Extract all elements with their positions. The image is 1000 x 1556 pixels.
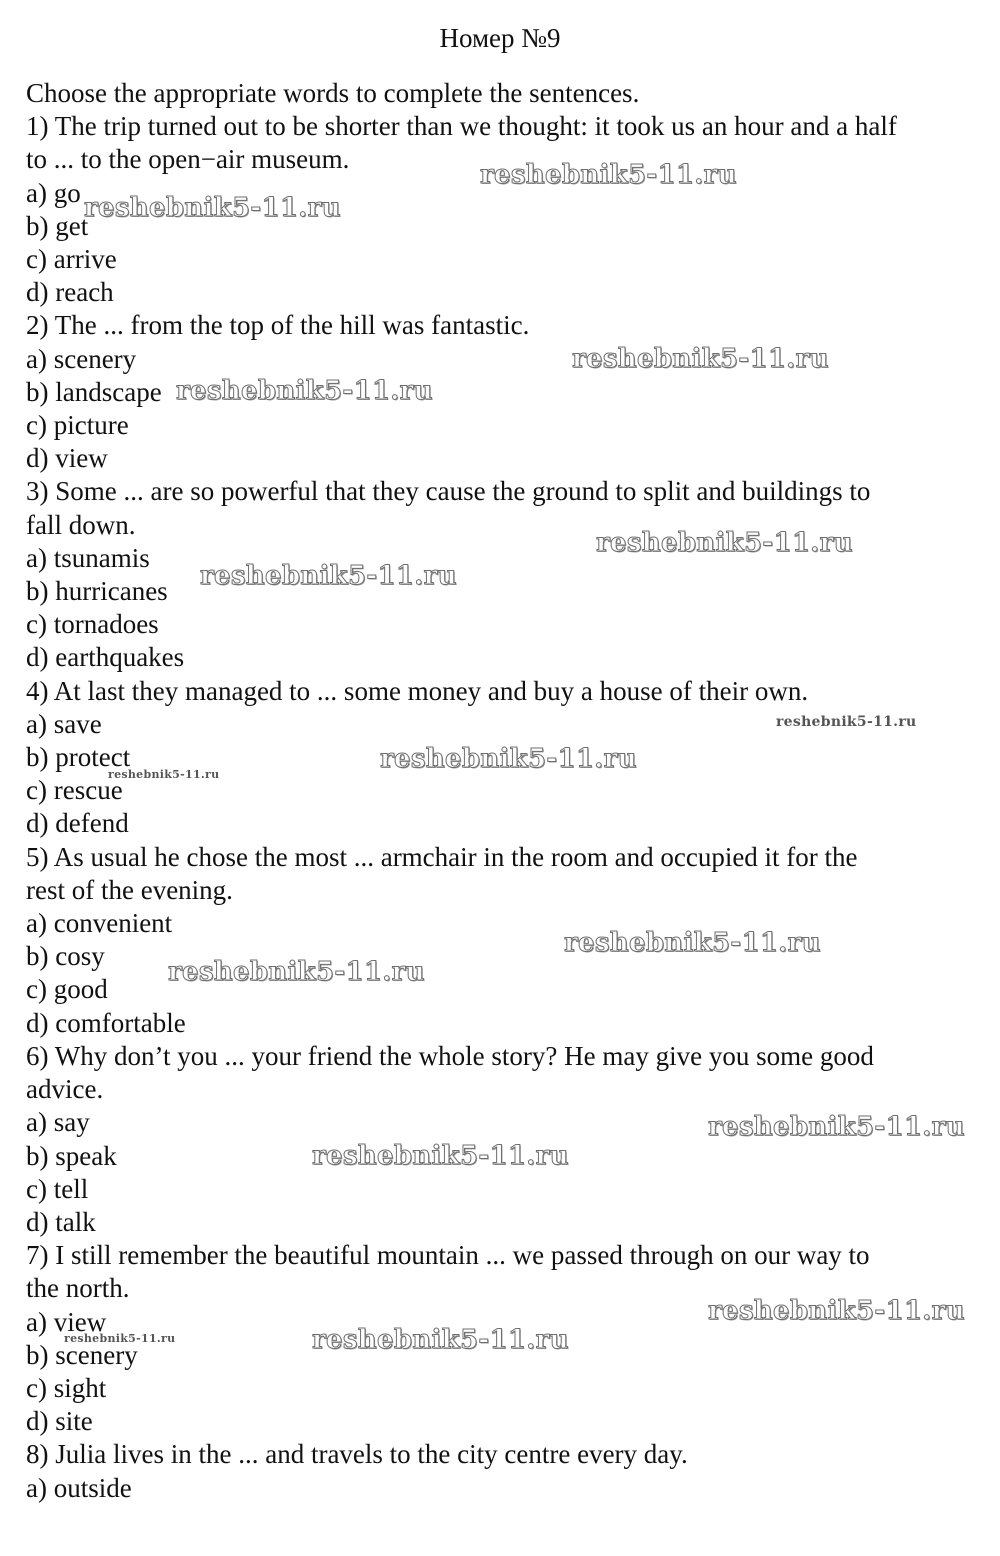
watermark: reshebnik5-11.ru xyxy=(596,528,853,558)
answer-option: a) scenery xyxy=(26,343,137,374)
answer-option: b) get xyxy=(26,210,89,241)
watermark: reshebnik5-11.ru xyxy=(380,744,637,774)
answer-option: d) talk xyxy=(26,1206,96,1237)
answer-option: b) protect xyxy=(26,742,131,773)
answer-option: a) go xyxy=(26,177,81,208)
watermark: reshebnik5-11.ru xyxy=(564,928,821,958)
answer-option: b) speak xyxy=(26,1140,117,1171)
exercise-text xyxy=(26,77,988,1505)
answer-option: c) tornadoes xyxy=(26,609,159,640)
answer-option: b) scenery xyxy=(26,1339,138,1370)
question-text-continued: fall down. xyxy=(26,509,136,540)
watermark: reshebnik5-11.ru xyxy=(168,957,425,987)
question-text: 1) The trip turned out to be shorter than we thought: it took us an hour and a half xyxy=(26,111,897,142)
answer-option: d) comfortable xyxy=(26,1007,186,1038)
answer-option: a) outside xyxy=(26,1472,132,1503)
watermark: reshebnik5-11.ru xyxy=(312,1141,569,1171)
question-text: 2) The ... from the top of the hill was fantastic. xyxy=(26,310,530,341)
question-text: 6) Why don’t you ... your friend the whole story? He may give you some good xyxy=(26,1040,874,1071)
answer-option: a) tsunamis xyxy=(26,542,150,573)
answer-option: a) view xyxy=(26,1306,107,1337)
watermark: reshebnik5-11.ru xyxy=(84,193,341,223)
instruction-text: Choose the appropriate words to complete the sentences. xyxy=(26,78,640,108)
watermark: reshebnik5-11.ru xyxy=(708,1296,965,1326)
watermark: reshebnik5-11.ru xyxy=(312,1325,569,1355)
question-text: 4) At last they managed to ... some money and buy a house of their own. xyxy=(26,675,809,706)
question-text-continued: advice. xyxy=(26,1074,104,1105)
question-text-continued: to ... to the open−air museum. xyxy=(26,144,350,175)
watermark: reshebnik5-11.ru xyxy=(776,714,917,730)
question-text-continued: the north. xyxy=(26,1273,130,1304)
answer-option: c) good xyxy=(26,974,108,1005)
answer-option: c) rescue xyxy=(26,775,123,806)
watermark: reshebnik5-11.ru xyxy=(572,344,829,374)
answer-option: b) landscape xyxy=(26,376,162,407)
question-text: 5) As usual he chose the most ... armchair in the room and occupied it for the xyxy=(26,841,858,872)
watermark: reshebnik5-11.ru xyxy=(64,1332,176,1345)
watermark: reshebnik5-11.ru xyxy=(480,160,737,190)
watermark: reshebnik5-11.ru xyxy=(108,768,220,781)
answer-option: d) defend xyxy=(26,808,129,839)
question-text-continued: rest of the evening. xyxy=(26,874,233,905)
watermark: reshebnik5-11.ru xyxy=(200,561,457,591)
answer-option: d) earthquakes xyxy=(26,642,185,673)
answer-option: b) cosy xyxy=(26,941,105,972)
watermark: reshebnik5-11.ru xyxy=(708,1112,965,1142)
answer-option: d) site xyxy=(26,1406,93,1437)
page-title: Номер №9 xyxy=(439,23,561,53)
answer-option: c) picture xyxy=(26,410,129,441)
answer-option: a) say xyxy=(26,1107,90,1138)
answer-option: d) view xyxy=(26,443,108,474)
answer-option: a) convenient xyxy=(26,908,173,939)
answer-option: d) reach xyxy=(26,277,114,308)
answer-option: b) hurricanes xyxy=(26,576,168,607)
answer-option: a) save xyxy=(26,708,102,739)
question-text: 7) I still remember the beautiful mountain ... we passed through on our way to xyxy=(26,1240,870,1271)
question-text: 8) Julia lives in the ... and travels to the city centre every day. xyxy=(26,1439,688,1470)
answer-option: c) tell xyxy=(26,1173,89,1204)
answer-option: c) arrive xyxy=(26,244,117,275)
answer-option: c) sight xyxy=(26,1372,107,1403)
watermark: reshebnik5-11.ru xyxy=(176,376,433,406)
question-text: 3) Some ... are so powerful that they cause the ground to split and buildings to xyxy=(26,476,871,507)
